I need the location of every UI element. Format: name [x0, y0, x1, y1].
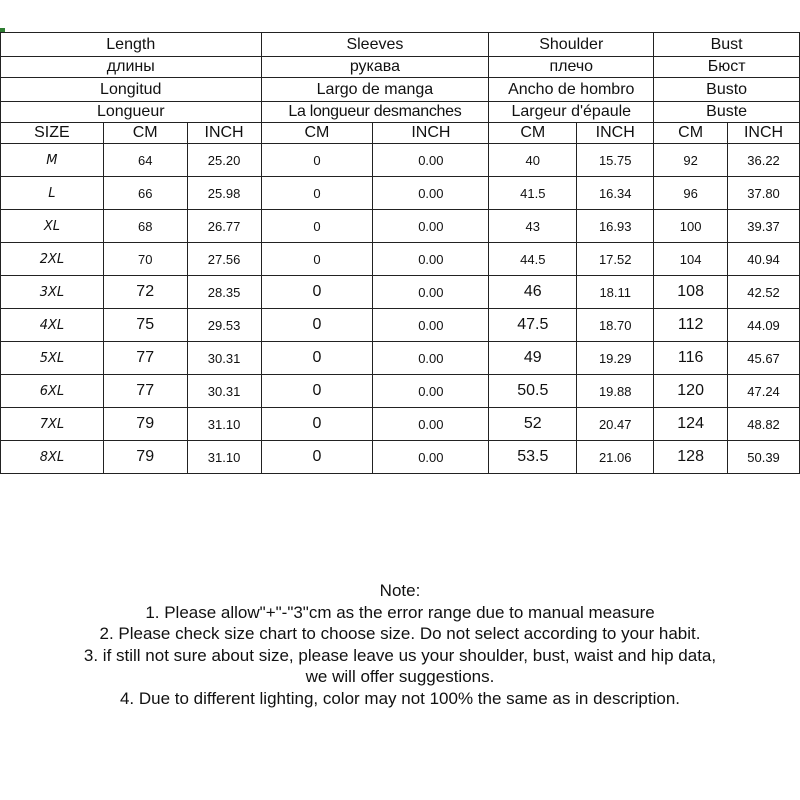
bust-inch: 50.39	[728, 441, 800, 474]
unit-bust-cm: CM	[654, 123, 728, 144]
sleeves-inch: 0.00	[373, 276, 489, 309]
size-label: 3XL	[1, 276, 104, 309]
header-sleeves-ru: рукава	[261, 57, 489, 78]
shoulder-cm: 53.5	[489, 441, 577, 474]
sleeves-inch: 0.00	[373, 243, 489, 276]
bust-inch: 39.37	[728, 210, 800, 243]
sleeves-inch: 0.00	[373, 309, 489, 342]
shoulder-inch: 17.52	[577, 243, 654, 276]
size-label: M	[1, 144, 104, 177]
length-inch: 26.77	[187, 210, 261, 243]
note-3-continued: we will offer suggestions.	[305, 667, 495, 687]
length-inch: 30.31	[187, 375, 261, 408]
unit-shoulder-cm: CM	[489, 123, 577, 144]
shoulder-cm: 52	[489, 408, 577, 441]
sleeves-cm: 0	[261, 441, 373, 474]
size-label: 2XL	[1, 243, 104, 276]
sleeves-cm: 0	[261, 375, 373, 408]
unit-size: SIZE	[1, 123, 104, 144]
bust-cm: 124	[654, 408, 728, 441]
header-bust-es: Busto	[654, 78, 800, 102]
table-row	[1, 276, 800, 309]
header-shoulder-ru: плечо	[489, 57, 654, 78]
size-label: 5XL	[1, 342, 104, 375]
header-shoulder: Shoulder	[489, 33, 654, 57]
table-row	[1, 177, 800, 210]
unit-sleeves-inch: INCH	[373, 123, 489, 144]
shoulder-inch: 16.34	[577, 177, 654, 210]
length-inch: 25.98	[187, 177, 261, 210]
length-cm: 75	[103, 309, 187, 342]
notes-title: Note:	[379, 581, 421, 600]
bust-cm: 104	[654, 243, 728, 276]
sleeves-cm: 0	[261, 309, 373, 342]
sleeves-cm: 0	[261, 276, 373, 309]
header-row-spanish	[1, 78, 800, 102]
length-cm: 72	[103, 276, 187, 309]
bust-inch: 36.22	[728, 144, 800, 177]
shoulder-cm: 49	[489, 342, 577, 375]
table-row	[1, 309, 800, 342]
length-cm: 68	[103, 210, 187, 243]
shoulder-cm: 40	[489, 144, 577, 177]
shoulder-cm: 41.5	[489, 177, 577, 210]
header-row-russian	[1, 57, 800, 78]
length-cm: 66	[103, 177, 187, 210]
length-cm: 64	[103, 144, 187, 177]
bust-inch: 47.24	[728, 375, 800, 408]
header-row-french	[1, 102, 800, 123]
bust-cm: 128	[654, 441, 728, 474]
bust-cm: 112	[654, 309, 728, 342]
header-bust: Bust	[654, 33, 800, 57]
notes-section	[0, 580, 800, 710]
sleeves-cm: 0	[261, 342, 373, 375]
sleeves-inch: 0.00	[373, 408, 489, 441]
note-3: 3. if still not sure about size, please leave us your shoulder, bust, waist and hip data,	[83, 645, 717, 665]
shoulder-inch: 16.93	[577, 210, 654, 243]
sleeves-inch: 0.00	[373, 144, 489, 177]
note-4: 4. Due to different lighting, color may not 100% the same as in description.	[119, 688, 681, 708]
header-row-english	[1, 33, 800, 57]
length-inch: 31.10	[187, 441, 261, 474]
shoulder-cm: 46	[489, 276, 577, 309]
sleeves-inch: 0.00	[373, 342, 489, 375]
header-shoulder-fr: Largeur d'épaule	[489, 102, 654, 123]
shoulder-inch: 21.06	[577, 441, 654, 474]
bust-cm: 108	[654, 276, 728, 309]
sleeves-cm: 0	[261, 144, 373, 177]
shoulder-cm: 43	[489, 210, 577, 243]
shoulder-cm: 50.5	[489, 375, 577, 408]
sleeves-inch: 0.00	[373, 375, 489, 408]
sleeves-cm: 0	[261, 243, 373, 276]
length-inch: 30.31	[187, 342, 261, 375]
header-length-es: Longitud	[1, 78, 262, 102]
shoulder-cm: 44.5	[489, 243, 577, 276]
bust-inch: 44.09	[728, 309, 800, 342]
header-length: Length	[1, 33, 262, 57]
shoulder-inch: 19.88	[577, 375, 654, 408]
length-inch: 27.56	[187, 243, 261, 276]
length-inch: 31.10	[187, 408, 261, 441]
sleeves-inch: 0.00	[373, 210, 489, 243]
note-1: 1. Please allow"+"-"3"cm as the error range due to manual measure	[145, 602, 655, 622]
size-chart-table	[0, 32, 800, 474]
note-2: 2. Please check size chart to choose size. Do not select according to your habit.	[99, 624, 701, 644]
bust-cm: 92	[654, 144, 728, 177]
header-length-fr: Longueur	[1, 102, 262, 123]
unit-length-inch: INCH	[187, 123, 261, 144]
shoulder-inch: 20.47	[577, 408, 654, 441]
table-row	[1, 342, 800, 375]
table-row	[1, 243, 800, 276]
bust-inch: 45.67	[728, 342, 800, 375]
length-inch: 29.53	[187, 309, 261, 342]
shoulder-cm: 47.5	[489, 309, 577, 342]
header-shoulder-es: Ancho de hombro	[489, 78, 654, 102]
size-label: 7XL	[1, 408, 104, 441]
shoulder-inch: 19.29	[577, 342, 654, 375]
shoulder-inch: 18.70	[577, 309, 654, 342]
length-inch: 25.20	[187, 144, 261, 177]
bust-cm: 120	[654, 375, 728, 408]
size-label: 4XL	[1, 309, 104, 342]
length-inch: 28.35	[187, 276, 261, 309]
bust-inch: 37.80	[728, 177, 800, 210]
sleeves-inch: 0.00	[373, 441, 489, 474]
size-label: 6XL	[1, 375, 104, 408]
header-length-ru: длины	[1, 57, 262, 78]
size-label: XL	[1, 210, 104, 243]
bust-cm: 116	[654, 342, 728, 375]
bust-cm: 100	[654, 210, 728, 243]
length-cm: 77	[103, 375, 187, 408]
table-row	[1, 144, 800, 177]
header-sleeves-fr: La longueur desmanches	[261, 102, 489, 123]
length-cm: 70	[103, 243, 187, 276]
table-row	[1, 408, 800, 441]
unit-length-cm: CM	[103, 123, 187, 144]
length-cm: 79	[103, 441, 187, 474]
unit-sleeves-cm: CM	[261, 123, 373, 144]
header-bust-ru: Бюст	[654, 57, 800, 78]
size-label: 8XL	[1, 441, 104, 474]
bust-inch: 40.94	[728, 243, 800, 276]
unit-bust-inch: INCH	[728, 123, 800, 144]
size-label: L	[1, 177, 104, 210]
unit-shoulder-inch: INCH	[577, 123, 654, 144]
shoulder-inch: 18.11	[577, 276, 654, 309]
shoulder-inch: 15.75	[577, 144, 654, 177]
sleeves-cm: 0	[261, 177, 373, 210]
header-bust-fr: Buste	[654, 102, 800, 123]
sleeves-cm: 0	[261, 210, 373, 243]
sleeves-cm: 0	[261, 408, 373, 441]
table-row	[1, 210, 800, 243]
unit-header-row	[1, 123, 800, 144]
bust-inch: 42.52	[728, 276, 800, 309]
table-row	[1, 441, 800, 474]
bust-cm: 96	[654, 177, 728, 210]
sleeves-inch: 0.00	[373, 177, 489, 210]
header-sleeves-es: Largo de manga	[261, 78, 489, 102]
length-cm: 77	[103, 342, 187, 375]
table-row	[1, 375, 800, 408]
length-cm: 79	[103, 408, 187, 441]
bust-inch: 48.82	[728, 408, 800, 441]
header-sleeves: Sleeves	[261, 33, 489, 57]
